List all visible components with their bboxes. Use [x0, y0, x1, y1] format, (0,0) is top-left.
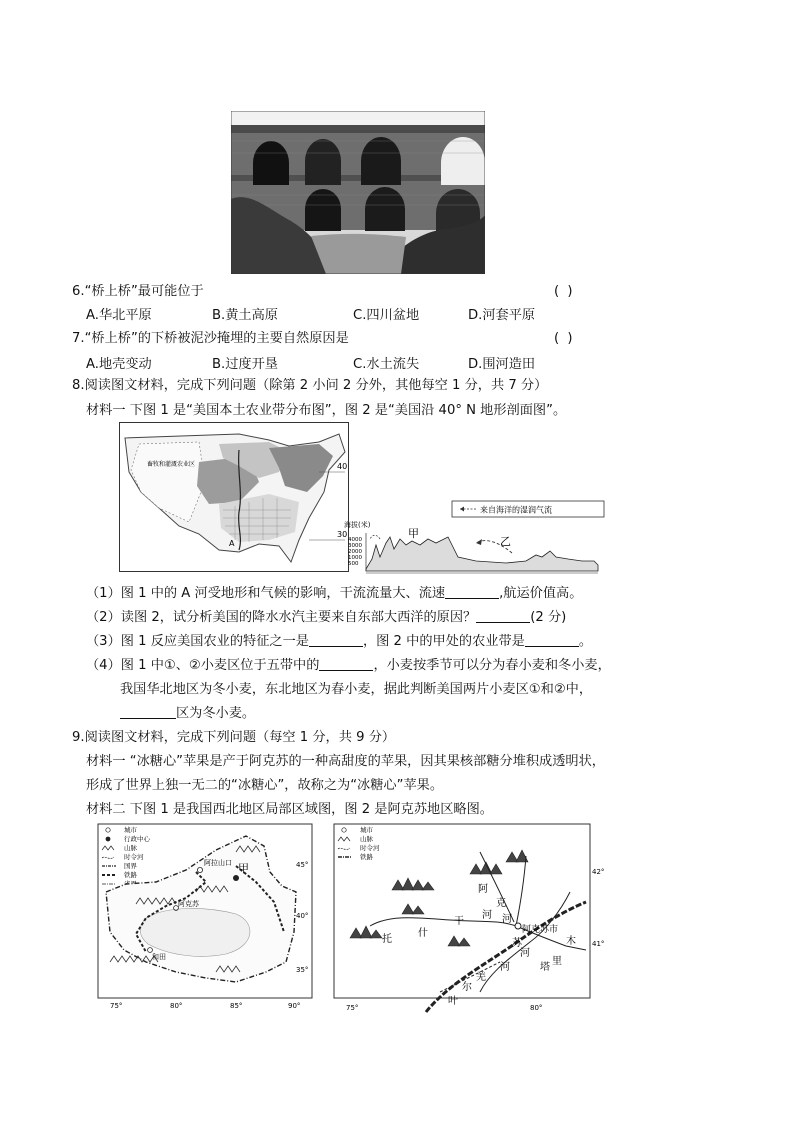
fig2-yi: 乙 [500, 535, 511, 548]
map2-river-char-13: 叶 [448, 996, 458, 1007]
map2-city-akesu: 阿克苏市 [522, 925, 559, 935]
map2-river-char-8: 河 [482, 910, 492, 921]
q8-stem: 8.阅读图文材料，完成下列问题（除第 2 小问 2 分外，其他每空 1 分，共 7 分） [72, 378, 548, 393]
q9-material2: 材料二 下图 1 是我国西北地区局部区域图，图 2 是阿克苏地区略图。 [86, 802, 493, 817]
q8-sub4-blank-2[interactable] [120, 705, 176, 719]
fig2-ylabel: 海拔(米) [344, 521, 371, 529]
map1-lon-80: 80° [170, 1002, 183, 1010]
map1-legend-border: 国界 [124, 862, 137, 870]
q8-material1: 材料一 下图 1 是“美国本土农业带分布图”，图 2 是“美国沿 40° N 地形剖面图”。 [86, 403, 567, 418]
map1-lat-35: 35° [296, 966, 309, 974]
q8-sub3-blank-2[interactable] [525, 633, 579, 647]
q6-option-d: D.河套平原 [468, 308, 536, 323]
map2-river-char-2: 克 [496, 898, 506, 909]
fig2-tick-500: 500 [348, 561, 359, 567]
q8-sub4-line3 [120, 705, 255, 722]
map2-river-char-4: 河 [502, 914, 512, 925]
q7-option-b: B.过度开垦 [212, 357, 278, 372]
map1-legend-mountain: 山脉 [124, 844, 137, 852]
fig1-lat30: 30 [337, 530, 348, 539]
akesu-region-map [330, 822, 610, 1014]
map1-legend-railway: 铁路 [124, 871, 137, 879]
q8-sub2-text-a: （2）读图 2，试分析美国的降水水汽主要来自东部大西洋的原因？ [86, 610, 477, 625]
us-terrain-profile [336, 499, 606, 579]
map1-lon-85: 85° [230, 1002, 243, 1010]
q8-sub4-line1 [86, 657, 611, 674]
q7-option-c: C.水土流失 [353, 357, 420, 372]
map1-lat-45: 45° [296, 861, 309, 869]
fig2-legend-label: 来自海洋的湿润气流 [480, 505, 552, 515]
q7-stem: 7.“桥上桥”的下桥被泥沙掩埋的主要自然原因是 [72, 331, 349, 346]
map2-river-char-3: 苏 [512, 938, 522, 949]
q8-sub4-text-a: （4）图 1 中①、②小麦区位于五带中的 [86, 658, 320, 673]
map2-river-char-7: 干 [454, 916, 464, 927]
map2-lat-41: 41° [592, 940, 605, 948]
fig1-lat40: 40 [337, 462, 348, 471]
map1-legend-city: 城市 [124, 826, 137, 834]
q8-sub3-blank-1[interactable] [309, 633, 363, 647]
fig2-tick-1000: 1000 [348, 555, 362, 561]
map2-river-char-10: 里 [552, 956, 562, 967]
q6-answer-paren: ( ) [554, 284, 575, 299]
map1-hetian: 和田 [152, 953, 166, 961]
q9-material1-line2: 形成了世界上独一无二的“冰糖心”，故称之为“冰糖心”苹果。 [86, 778, 444, 793]
q9-material1-line1: 材料一 “冰糖心”苹果是产于阿克苏的一种高甜度的苹果，因其果核部糖分堆积成透明状， [86, 754, 605, 769]
q8-sub1-text-a: （1）图 1 中的 A 河受地形和气候的影响，干流流量大、流速 [86, 586, 446, 601]
q8-sub4-blank-1[interactable] [319, 657, 373, 671]
map2-river-char-16: 河 [500, 962, 510, 973]
bridge-photo [231, 111, 485, 274]
q8-sub2-text-b: (2 分) [530, 610, 567, 625]
map2-legend-railway: 铁路 [360, 853, 373, 861]
fig2-jia: 甲 [408, 527, 419, 540]
map1-legend-capital: 行政中心 [124, 835, 150, 843]
map2-river-char-12: 河 [520, 948, 530, 959]
map2-river-char-14: 尔 [462, 982, 472, 993]
fig2-tick-2000: 2000 [348, 549, 362, 555]
map2-river-char-1: 阿 [478, 884, 488, 895]
q8-sub4-text-c: 区为冬小麦。 [176, 706, 256, 721]
q8-sub4-line2: 我国华北地区为冬小麦，东北地区为春小麦，据此判断美国两片小麦区①和②中， [120, 682, 593, 697]
map2-lat-42: 42° [592, 868, 605, 876]
fig1-region-label: 畜牧和灌溉农业区 [147, 461, 196, 468]
map1-jia: 甲 [238, 862, 249, 875]
map1-alashankou: 阿拉山口 [204, 859, 232, 867]
northwest-china-map [96, 822, 316, 1012]
map2-lon-75: 75° [346, 1004, 359, 1012]
q8-sub4-text-b: ，小麦按季节可以分为春小麦和冬小麦， [373, 658, 611, 673]
fig2-tick-3000: 3000 [348, 543, 362, 549]
fig1-river-a: A [229, 539, 235, 548]
q6-option-b: B.黄土高原 [212, 308, 278, 323]
map2-river-char-11: 木 [566, 936, 576, 947]
map1-lat-40: 40° [296, 912, 309, 920]
map2-river-char-9: 塔 [540, 962, 550, 973]
map1-legend-river: 时令河 [124, 853, 144, 861]
q6-option-a: A.华北平原 [86, 308, 152, 323]
q8-sub1 [86, 585, 582, 602]
q6-stem: 6.“桥上桥”最可能位于 [72, 284, 204, 299]
map1-lon-90: 90° [288, 1002, 301, 1010]
map2-river-char-5: 托 [382, 934, 392, 945]
map2-legend-city: 城市 [360, 826, 373, 834]
q8-sub1-blank[interactable] [445, 585, 499, 599]
q8-sub3-text-a: （3）图 1 反应美国农业的特征之一是 [86, 634, 309, 649]
fig2-tick-4000: 4000 [348, 537, 362, 543]
q7-option-a: A.地壳变动 [86, 357, 152, 372]
map1-akesu: 阿克苏 [178, 900, 199, 908]
q8-sub3 [86, 633, 592, 650]
q8-sub2-blank[interactable] [476, 609, 530, 623]
map2-river-char-6: 什 [418, 928, 428, 939]
q7-option-d: D.围河造田 [468, 357, 536, 372]
q8-sub3-text-c: 。 [578, 634, 593, 649]
us-agriculture-map [119, 422, 349, 572]
map1-lon-75: 75° [110, 1002, 123, 1010]
map2-lon-80: 80° [530, 1004, 543, 1012]
map2-legend-river: 时令河 [360, 844, 380, 852]
q6-option-c: C.四川盆地 [353, 308, 420, 323]
q8-sub2 [86, 609, 566, 626]
q7-answer-paren: ( ) [554, 331, 575, 346]
map2-river-char-15: 羌 [476, 972, 486, 983]
q9-stem: 9.阅读图文材料，完成下列问题（每空 1 分，共 9 分） [72, 730, 396, 745]
map2-legend-mountain: 山脉 [360, 835, 373, 843]
q8-sub1-text-b: ,航运价值高。 [499, 586, 583, 601]
q8-sub3-text-b: ，图 2 中的甲处的农业带是 [362, 634, 525, 649]
